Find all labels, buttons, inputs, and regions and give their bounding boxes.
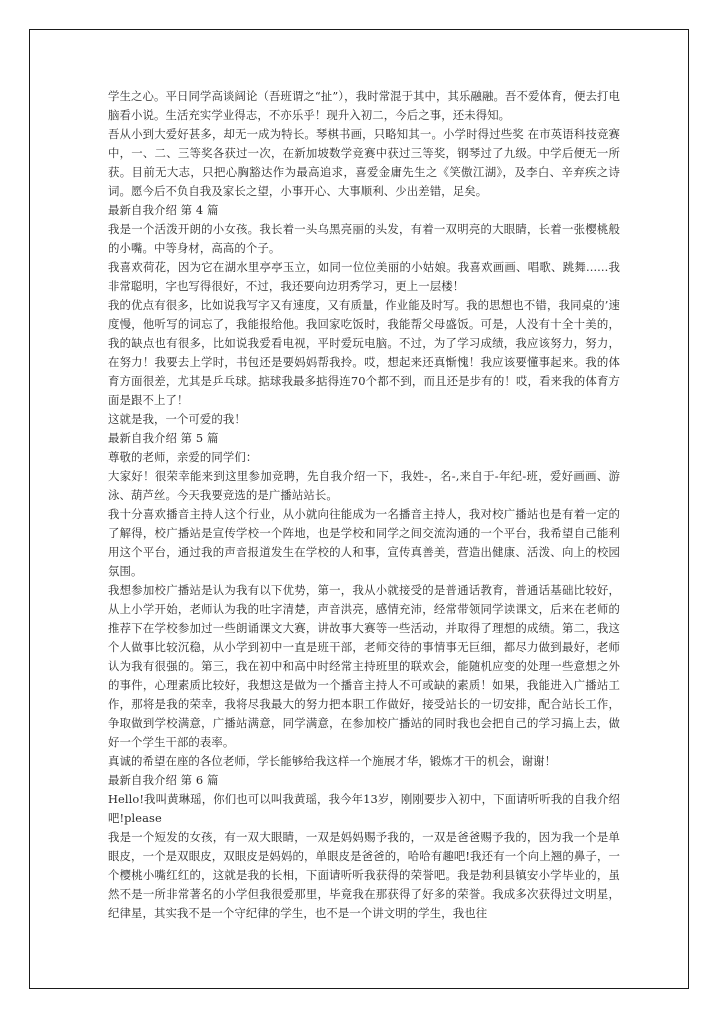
paragraph: 我十分喜欢播音主持人这个行业，从小就向往能成为一名播音主持人，我对校广播站也是有着一定的了解得，校广播站是宣传学校一个阵地，也是学校和同学之间交流沟通的一个平台，我希望自己能利用这个平台，通过我的声音报道发生在学校的人和事，宣传真善美，营造出健康、活泼、向上的校园氛围。 (108, 507, 620, 578)
section-heading: 最新自我介绍 第 4 篇 (108, 203, 219, 217)
section-heading: 最新自我介绍 第 5 篇 (108, 431, 219, 445)
section-heading: 最新自我介绍 第 6 篇 (108, 773, 219, 787)
paragraph: 我喜欢荷花，因为它在湖水里亭亭玉立，如同一位位美丽的小姑娘。我喜欢画画、唱歌、跳舞......我非常聪明，字也写得很好，不过，我还要向边玥秀学习，更上一层楼！ (108, 260, 620, 293)
paragraph: 真诚的希望在座的各位老师，学长能够给我这样一个施展才华，锻炼才干的机会，谢谢！ (108, 754, 557, 768)
paragraph: 我想参加校广播站是认为我有以下优势，第一，我从小就接受的是普通话教育，普通话基础比较好，从上小学开始，老师认为我的吐字清楚，声音洪亮，感情充沛，经常带领同学读课文，后来在老师的推荐下在学校参加过一些朗诵课文大赛，讲故事大赛等一些活动，并取得了理想的成绩。第二，我这个人做事比较沉稳，从小学到初中一直是班干部，老师交待的事情事无巨细，都尽力做到最好，老师认为我有很强的。第三，我在初中和高中时经常主持班里的联欢会，能随机应变的处理一些意想之外的事件，心理素质比较好，我想这是做为一个播音主持人不可或缺的素质！如果，我能进入广播站工作，那将是我的荣幸，我将尽我最大的努力把本职工作做好，接受站长的一切安排，配合站长工作，争取做到学校满意，广播站满意，同学满意，在参加校广播站的同时我也会把自己的学习搞上去，做好一个学生干部的表率。 (108, 583, 620, 749)
paragraph: 我是一个短发的女孩，有一双大眼睛，一双是妈妈赐予我的，一双是爸爸赐予我的，因为我一个是单眼皮，一个是双眼皮，双眼皮是妈妈的，单眼皮是爸爸的，哈哈有趣吧!我还有一个向上翘的鼻子，一个樱桃小嘴红红的，这就是我的长相，下面请听听我获得的荣誉吧。我是勃利县镇安小学毕业的，虽然不是一所非常著名的小学但我很爱那里，毕竟我在那获得了好多的荣誉。我成多次获得过文明星，纪律星，其实我不是一个守纪律的学生，也不是一个讲文明的学生，我也往 (108, 830, 620, 920)
paragraph: 这就是我，一个可爱的我！ (108, 412, 246, 426)
paragraph: 吾从小到大爱好甚多，却无一成为特长。琴棋书画，只略知其一。小学时得过些奖 在市英语科技竞赛中，一、二、三等奖各获过一次，在新加坡数学竞赛中获过三等奖，钢琴过了九级。中学后便无一所获。目前无大志，只把心胸豁达作为最高追求，喜爱金庸先生之《笑傲江湖》，及李白、辛弃疾之诗词。愿今后不负自我及家长之望，小事开心、大事顺利、少出差错，足矣。 (108, 127, 620, 198)
paragraph: 我的优点有很多，比如说我写字又有速度，又有质量，作业能及时写。我的思想也不错，我同桌的’速度慢，他听写的词忘了，我能报给他。我回家吃饭时，我能帮父母盛饭。可是，人没有十全十美的，我的缺点也有很多，比如说我爱看电视，平时爱玩电脑。不过，为了学习成绩，我应该努力，努力，在努力！我要去上学时，书包还是要妈妈帮我拎。哎，想起来还真惭愧！我应该要懂事起来。我的体育方面很差，尤其是乒乓球。掂球我最多掂得连70个都不到，而且还是步有的！哎，看来我的体育方面是跟不上了！ (108, 298, 620, 407)
paragraph: Hello!我叫黄琳瑶，你们也可以叫我黄瑶，我今年13岁，刚刚要步入初中，下面请听听我的自我介绍吧!please (108, 792, 620, 825)
paragraph: 我是一个活泼开朗的小女孩。我长着一头乌黑亮丽的头发，有着一双明亮的大眼睛，长着一张樱桃般的小嘴。中等身材，高高的个子。 (108, 222, 620, 255)
document-body (108, 87, 620, 923)
paragraph: 学生之心。平日同学高谈阔论（吾班谓之“扯”），我时常混于其中，其乐融融。吾不爱体育，便去打电脑看小说。生活充实学业得志，不亦乐乎！现升入初二，今后之事，还未得知。 (108, 89, 620, 122)
paragraph: 尊敬的老师，亲爱的同学们： (108, 450, 258, 464)
paragraph: 大家好！很荣幸能来到这里参加竞聘，先自我介绍一下，我姓-，名-,来自于-年纪-班，爱好画画、游泳、葫芦丝。今天我要竞选的是广播站站长。 (108, 469, 620, 502)
